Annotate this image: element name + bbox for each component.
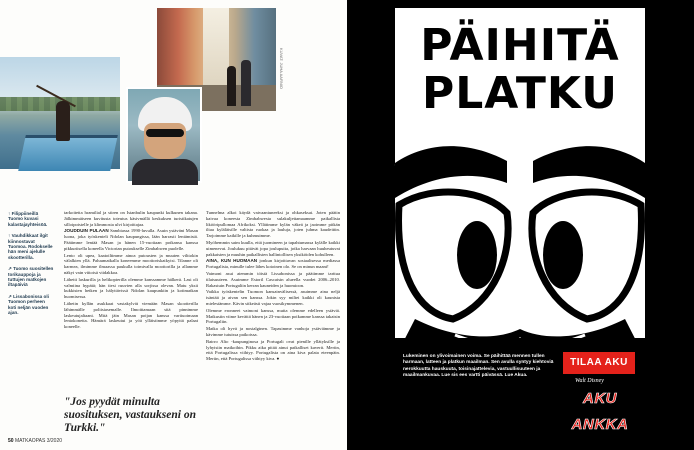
caption: ↑ Filippiineillä Tuomo kuvasi kalastajayhteisöä. bbox=[8, 211, 48, 227]
paragraph: AINA, KUN HUOMAAN jonkun kirjoittavan sosiaalisessa mediassa Portugalista, minulle tulee lähes kotoinen olo. Se on minun maani! bbox=[206, 258, 340, 270]
paragraph: tarkoitetta hramilial ja stiren on Istanbulin kaupunki kulkunen takana. Jälkimmäiseen kuvitusta toteutus käsivmällä keskuksen turistikatujen silloipoistelle ja klimmosta ulvi kirjoittajaa. bbox=[64, 210, 198, 227]
paragraph: Tunnelma alkoi käydä vaivaantuneeksi ja ohkaseksai. Joten päätin kaivaa koneesta Zimbabwesta sulakuljettamaamme paikallista likööripullomaa Afrikoksi. Yllätimme kylän väkeä ja jaoimme pitkän iltaa kyläläisille valtista ruokaa ja lauluja, joten juhma kaudeittin. Tarjoimme kaikille ja kuhmuimme. bbox=[206, 210, 340, 239]
pull-quote: "Jos pyydät minulta suosituksen, vastaukseni on Turkki." bbox=[64, 396, 196, 434]
subheading: AINA, KUN HUOMAAN bbox=[206, 258, 258, 264]
fisherman-boat-photo bbox=[0, 57, 120, 169]
pedestrian-figure bbox=[241, 60, 251, 106]
photo-captions bbox=[8, 211, 54, 322]
paragraph: Vaimoni asui aiemmin töistä Lissabonissa ja päätimme tarttua tilaisuuteen. Asuimme Estoril Cascaisin alueella vuodet 2006–2010. Rakastuin Portugaliin kerran kauneiden ja huomioon. bbox=[206, 270, 340, 288]
caption: ↑ Vauhdikkaat ilgit kiinnostavat Tuomoa. Rodokselle hän meni ajelulle skootterilla. bbox=[8, 233, 53, 260]
paragraph: Lähetin kyllän asukkaat vastakylvät viemään Masan skootterilla lähimmälle poliisiasemalle. Ilmoittamaan sitä pinnimme laskeutujaltaani. Mitä jäin Masan poijan kanssa vartiuoimaan lentokonetta. Hämärä laskeutui ja yöä ylläistimme yöpyitä palaat koneelle. bbox=[64, 300, 198, 330]
fisherman-figure bbox=[56, 101, 70, 141]
caption: ↗ Tuomo suositellen torikauppoja ja tuttujen matkojen iltapäiviä bbox=[8, 266, 54, 288]
donald-duck-eyes-illustration bbox=[395, 143, 645, 358]
caption: ↗ Lissabonissa oli Tuomon perheen koti neljän vuoden ajan. bbox=[8, 293, 49, 316]
paragraph: Olemme eronneet vaimoni kanssa, mutta olemme edelleen ystäviä. Matkustin viime kevättä hänen ja 23-vuotiaan poikamme kanssa takaisin Portugaliin. bbox=[206, 307, 340, 325]
paragraph: JOUDDUIN PULAAN Sambiassa 1990-luvulla. Asuin ystäväni Masan luona, joka työskenteli Ndolan kaupungissa, lään harrasti lentämistä. Päätimme lentää Masan ja hänen 15-vuotiaan poikansa kanssa pikkuriisella koneella Victorian putoukselle Zimbabwen puolelle. bbox=[64, 228, 198, 251]
aku-ankka-logo: AKU ANKKA bbox=[571, 390, 629, 433]
helmet-portrait-photo bbox=[126, 87, 202, 183]
jacket bbox=[132, 159, 198, 185]
paragraph: Matka oli hyvä ja nostalginen. Tapasimme vanhoja ystäviämme ja kävimme tutuissa paikoissa. bbox=[206, 326, 340, 337]
right-page-advertisement bbox=[347, 0, 694, 450]
pedestrian-figure bbox=[227, 66, 236, 106]
article-body bbox=[64, 210, 340, 390]
sunglasses bbox=[146, 129, 184, 137]
paragraph: Myöhemmin saim kuulla, että juomineen ja tapahtumassa kylälle kaikki uimenevat. Joulukuu pitävät jopa joulupuita, jotka harvaan huuheutuvat pakkaisten ja muuhin paikallisten hallintollisen yksiköiden kohulleen. bbox=[206, 239, 340, 257]
photo-credit: KUVAT: JUHA AARNIO bbox=[279, 48, 284, 89]
ad-headline bbox=[395, 22, 645, 118]
ad-body-text: Lukeminen on ylivoimainen voima. Se päihittää mennen tullen harmaan, latteen ja platkun maailman. Sen avulla syntyy kiehtoviä nerokkuutta hauskuuta, toisinajattelevia, vastuullisuuteen ja maailmankuvaa. Lue sis ees vartti päivässä. Lue Akua. bbox=[403, 354, 554, 379]
paragraph: Lähetti laskurilla ja helikopterilla olemme kanssamme hälkerä. Lasi oli valmiina hypätä; hän tiesi ruuvien alla sorjissa olevan. Matu yksii kukkisien hetken ja hälyttävissä Ndolan kaupunkiin ja kotimatkan huomisessa. bbox=[64, 276, 198, 300]
aku-ankka-ad bbox=[395, 8, 645, 442]
page-number: 50 bbox=[8, 438, 14, 444]
paragraph: Vaikka työskentelin Tuomon kansainvälisessä, asuimme aina neljä isäntää ja aivan sen kanssa. Jokin syy miltei kaikki oli kaunista mielestämme. Kävin sitkeästi vajaa vuosikymmenen. bbox=[206, 289, 340, 306]
paragraph: Bairro Alto -kaupunginosa ja Portugali ovat pienille yllätyksille ja lyhyisiin matkoihin. Pikku aika pitää ainut paikalliset kaverit. Mertin, että Portugalissa viihtyy. Portugalista on aina kiva palata eteenpäin. Mertin, että Portugalissa viihtyy kiva. ● bbox=[206, 338, 340, 362]
page-footer bbox=[8, 438, 62, 444]
article-column-2 bbox=[206, 210, 340, 363]
paragraph: Lento oli upea, kaatoiltimme ainoa putousten ja muuten vilttokin välalkien yllä. Paluumatkalla koneemme moottoriskatkyisi. Tilanne oli karmea, ilmimme ilmaassa paukulla toimivalla moottorilla ja allamme näkyi vain viitoisä viidakkoa. bbox=[64, 252, 198, 275]
ad-footer bbox=[395, 338, 645, 442]
subscribe-button[interactable]: TILAA AKU bbox=[563, 352, 635, 374]
walt-disney-signature: Walt Disney bbox=[575, 378, 604, 384]
magazine-issue: MATKAOPAS 3/2020 bbox=[14, 438, 63, 444]
subheading: JOUDDUIN PULAAN bbox=[64, 228, 109, 234]
article-column-1 bbox=[64, 210, 198, 331]
headline-line-2: PLATKU bbox=[422, 68, 618, 119]
headline-line-1: PÄIHITÄ bbox=[420, 20, 620, 71]
